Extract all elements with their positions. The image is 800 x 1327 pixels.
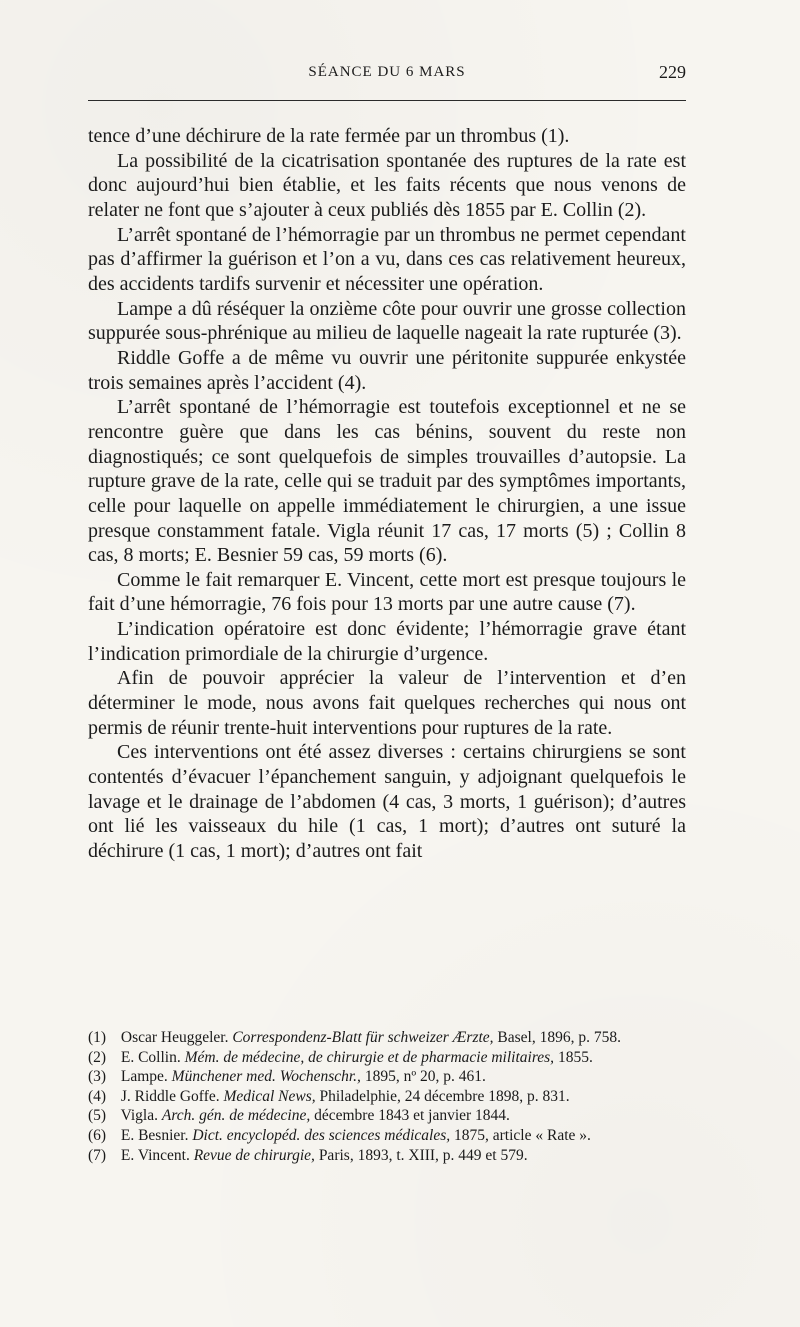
paragraph: tence d’une déchirure de la rate fermée par un thrombus (1). xyxy=(88,125,570,147)
paragraph: La possibilité de la cicatrisation spontanée des ruptures de la rate est donc aujourd’hui bien établie, et les faits récents que nous venons de relater ne font que s’ajouter à ceux publiés dès 1855 par E. Collin (2). xyxy=(88,149,686,221)
footnote-author: E. Besnier. xyxy=(120,1126,189,1144)
paragraph: L’arrêt spontané de l’hémorragie est toutefois exceptionnel et ne se rencontre guère que dans les cas bénins, souvent du reste non diagnostiqués; ce sont quelquefois de simples trouvailles d’autopsie. La rupture grave de la rate, celle qui se traduit par des symptômes importants, celle pour laquelle on appelle immédiatement le chirurgien, a une issue presque constamment fatale. Vigla réunit 17 cas, 17 morts (5) ; Collin 8 cas, 8 morts; E. Besnier 59 cas, 59 morts (6). xyxy=(88,396,686,567)
footnote-5 xyxy=(88,1106,686,1126)
footnote-details: Basel, 1896, p. 758. xyxy=(497,1029,621,1046)
footnote-source: Correspondenz-Blatt für schweizer Ærzte, xyxy=(232,1029,494,1046)
paragraph: L’indication opératoire est donc évidente; l’hémorragie grave étant l’indication primordiale de la chirurgie d’urgence. xyxy=(88,618,686,665)
footnote-author: J. Riddle Goffe. xyxy=(120,1087,220,1105)
footnote-details: 1855. xyxy=(557,1048,593,1066)
page-number: 229 xyxy=(659,62,686,82)
footnote-source: Arch. gén. de médecine, xyxy=(161,1107,311,1125)
footnote-author: Oscar Heuggeler. xyxy=(120,1029,229,1046)
footnote-number: (4) xyxy=(88,1087,107,1105)
footnote-author: E. Vincent. xyxy=(120,1146,190,1164)
footnote-number: (3) xyxy=(88,1068,107,1086)
paragraph: Ces interventions ont été assez diverses : certains chirurgiens se sont contentés d’évacuer l’épanchement sanguin, y adjoignant quelquefois le lavage et le drainage de l’abdomen (4 cas, 3 morts, 1 guérison); d’autres ont lié les vaisseaux du hile (1 cas, 1 mort); d’autres ont suturé la déchirure (1 cas, 1 mort); d’autres ont fait xyxy=(88,741,686,863)
paragraph: L’arrêt spontané de l’hémorragie par un thrombus ne permet cependant pas d’affirmer la guérison et l’on a vu, dans ces cas relativement heureux, des accidents tardifs survenir et nécessiter une opération. xyxy=(88,223,686,295)
footnote-6 xyxy=(88,1126,686,1146)
footnote-author: Vigla. xyxy=(120,1107,158,1125)
footnote-7 xyxy=(88,1146,686,1166)
footnote-source: Dict. encyclopéd. des sciences médicales, xyxy=(192,1126,451,1144)
footnote-number: (1) xyxy=(88,1029,107,1046)
footnote-3 xyxy=(88,1067,686,1087)
footnote-source: Medical News, xyxy=(223,1087,316,1105)
footnote-author: Lampe. xyxy=(120,1068,168,1086)
footnote-details: Paris, 1893, t. XIII, p. 449 et 579. xyxy=(318,1146,528,1164)
footnote-source: Revue de chirurgie, xyxy=(193,1146,315,1164)
footnote-1 xyxy=(88,1028,686,1048)
paragraph: Riddle Goffe a de même vu ouvrir une péritonite suppurée enkystée trois semaines après l’accident (4). xyxy=(88,346,686,394)
footnote-source: Münchener med. Wochenschr., xyxy=(171,1068,361,1086)
footnote-number: (6) xyxy=(88,1126,107,1144)
footnote-number: (5) xyxy=(88,1107,107,1125)
footnote-details: décembre 1843 et janvier 1844. xyxy=(314,1107,510,1125)
footnote-4 xyxy=(88,1087,686,1107)
footnote-source: Mém. de médecine, de chirurgie et de pharmacie militaires, xyxy=(184,1048,555,1066)
paragraph: Afin de pouvoir apprécier la valeur de l’intervention et d’en déterminer le mode, nous avons fait quelques recherches qui nous ont permis de réunir trente-huit interventions pour ruptures de la rate. xyxy=(88,667,686,739)
footnote-details: 1875, article « Rate ». xyxy=(454,1126,591,1144)
paragraph: Comme le fait remarquer E. Vincent, cette mort est presque toujours le fait d’une hémorragie, 76 fois pour 13 morts par une autre cause (7). xyxy=(88,568,686,616)
page-header xyxy=(88,60,686,101)
footnote-details: Philadelphie, 24 décembre 1898, p. 831. xyxy=(319,1087,570,1105)
paragraph: Lampe a dû réséquer la onzième côte pour ouvrir une grosse collection suppurée sous-phrénique au milieu de laquelle nageait la rate rupturée (3). xyxy=(88,297,686,345)
main-text xyxy=(88,124,686,864)
footnotes xyxy=(88,1028,686,1165)
footnote-number: (7) xyxy=(88,1146,107,1164)
footnote-2 xyxy=(88,1048,686,1068)
running-title: SÉANCE DU 6 MARS xyxy=(308,64,466,80)
footnote-number: (2) xyxy=(88,1048,107,1066)
footnote-author: E. Collin. xyxy=(120,1048,181,1066)
footnote-details: 1895, nº 20, p. 461. xyxy=(364,1068,486,1086)
